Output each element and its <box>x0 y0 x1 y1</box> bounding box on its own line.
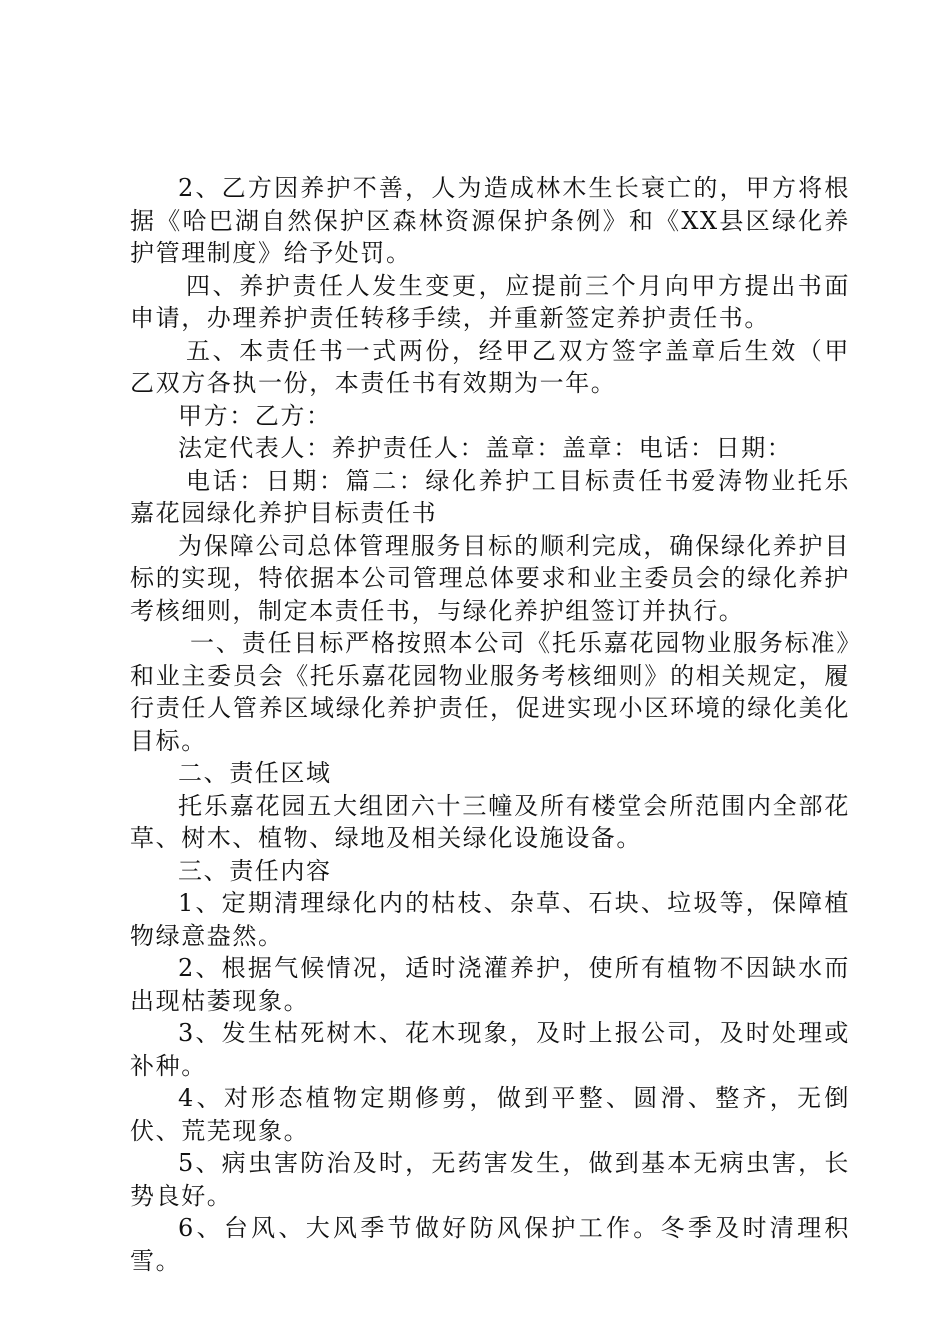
document-body <box>130 172 850 1277</box>
paragraph-penalty: 2、乙方因养护不善，人为造成林木生长衰亡的，甲方将根据《哈巴湖自然保护区森林资源保护条例》和《XX县区绿化养护管理制度》给予处罚。 <box>130 174 850 267</box>
heading-responsibility-content: 三、责任内容 <box>178 856 332 885</box>
list-item-1: 1、定期清理绿化内的枯枝、杂草、石块、垃圾等，保障植物绿意盎然。 <box>130 889 850 950</box>
paragraph-change-of-caretaker: 四、养护责任人发生变更，应提前三个月向甲方提出书面申请，办理养护责任转移手续，并重新签定养护责任书。 <box>130 271 850 332</box>
list-item-4: 4、对形态植物定期修剪，做到平整、圆滑、整齐，无倒伏、荒芜现象。 <box>130 1084 850 1145</box>
list-item-6: 6、台风、大风季节做好防风保护工作。冬季及时清理积雪。 <box>130 1214 850 1275</box>
list-item-2: 2、根据气候情况，适时浇灌养护，使所有植物不因缺水而出现枯萎现象。 <box>130 954 850 1015</box>
paragraph-copies: 五、本责任书一式两份，经甲乙双方签字盖章后生效（甲乙双方各执一份，本责任书有效期为一年。 <box>130 336 850 397</box>
paragraph-area-scope: 托乐嘉花园五大组团六十三幢及所有楼堂会所范围内全部花草、树木、植物、绿地及相关绿化设施设备。 <box>130 791 850 852</box>
paragraph-parties: 甲方：乙方： <box>178 401 332 430</box>
heading-responsibility-area: 二、责任区域 <box>178 759 332 787</box>
paragraph-responsibility-goal: 一、责任目标严格按照本公司《托乐嘉花园物业服务标准》和业主委员会《托乐嘉花园物业服务考核细则》的相关规定，履行责任人管养区域绿化养护责任，促进实现小区环境的绿化美化目标。 <box>130 629 850 755</box>
paragraph-signature-fields: 法定代表人：养护责任人：盖章：盖章：电话：日期： <box>178 434 793 462</box>
paragraph-intro: 为保障公司总体管理服务目标的顺利完成，确保绿化养护目标的实现，特依据本公司管理总体要求和业主委员会的绿化养护考核细则，制定本责任书，与绿化养护组签订并执行。 <box>130 531 850 625</box>
paragraph-section-two-title: 电话：日期：篇二：绿化养护工目标责任书爱涛物业托乐嘉花园绿化养护目标责任书 <box>130 466 850 527</box>
list-item-5: 5、病虫害防治及时，无药害发生，做到基本无病虫害，长势良好。 <box>130 1149 850 1210</box>
list-item-3: 3、发生枯死树木、花木现象，及时上报公司，及时处理或补种。 <box>130 1019 850 1080</box>
